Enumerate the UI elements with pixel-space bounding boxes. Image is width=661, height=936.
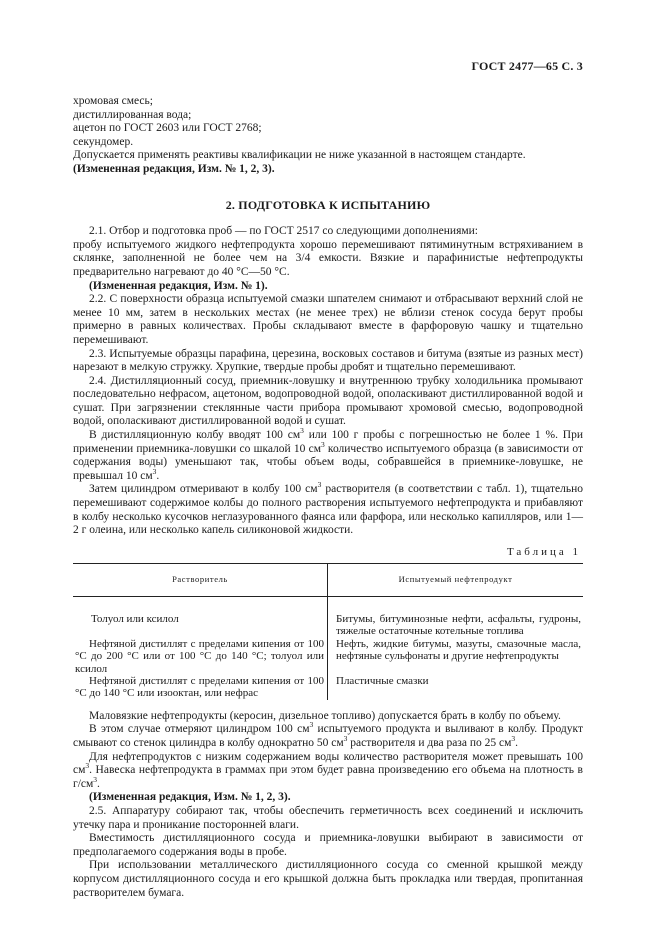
page-header: ГОСТ 2477—65 С. 3 (471, 59, 583, 73)
reagent-item: секундомер. (73, 135, 134, 148)
reagent-item: ацетон по ГОСТ 2603 или ГОСТ 2768; (73, 122, 262, 135)
paragraph-2-3: 2.3. Испытуемые образцы парафина, церезина, восковых составов и битума (взятые из разных мест) нарезают в мелкую стружку. Хрупкие, твердые пробы дробят и тщательно перемешивают. (73, 347, 583, 374)
reagent-note: Допускается применять реактивы квалификации не ниже указанной в настоящем стандарте. (73, 149, 526, 162)
paragraph-2-2: 2.2. С поверхности образца испытуемой смазки шпателем снимают и отбрасывают верхний слой не менее 10 мм, затем в нескольких местах (не менее трех) не вблизи стенок сосуда берут пробы примерно в равных количествах. Пробы складывают вместе в фарфоровую чашку и тщательно перемешивают. (73, 293, 583, 346)
paragraph-low-viscosity: Маловязкие нефтепродукты (керосин, дизельное топливо) допускается брать в колбу по объему. (89, 709, 561, 722)
table-header-product: Испытуемый нефтепродукт (328, 564, 584, 597)
reagent-item: дистиллированная вода; (73, 108, 192, 121)
paragraph-low-water: Для нефтепродуктов с низким содержанием воды количество растворителя может превышать 100 $см^3$. Навеска нефтепродукта в граммах при этом будет равна произведению его объема на плотность в $г/см^3$. (73, 750, 583, 790)
paragraph-2-5-gasket: При использовании металлического дистилляционного сосуда со сменной крышкой между корпусом дистилляционного сосуда и его крышкой должна быть прокладка или твердая, пропитанная растворителем бумага. (73, 859, 583, 899)
table-cell-solvent: Нефтяной дистиллят с пределами кипения от 100 °С до 200 °С или от 100 °С до 140 °С; толуол или ксилол (73, 638, 328, 675)
reagent-item: хромовая смесь; (73, 95, 153, 107)
section-title: 2. ПОДГОТОВКА К ИСПЫТАНИЮ (225, 197, 431, 212)
paragraph-2-5: 2.5. Аппаратуру собирают так, чтобы обеспечить герметичность всех соединений и исключить утечку пара и проникание посторонней влаги. (73, 805, 583, 831)
table-row (73, 638, 583, 675)
table-caption: Таблица 1 (506, 545, 581, 558)
table-row (73, 675, 583, 700)
edit-note: (Измененная редакция, Изм. № 1, 2, 3). (73, 162, 275, 175)
edit-note: (Измененная редакция, Изм. № 1, 2, 3). (89, 791, 291, 804)
paragraph-2-5-volume: Вместимость дистилляционного сосуда и приемника-ловушки выбирают в зависимости от предполагаемого содержания воды в пробе. (73, 832, 583, 858)
paragraph-2-4-sample: В дистилляционную колбу вводят 100 $см^3$ или 100 г пробы с погрешностью не более 1 %. При применении приемника-ловушки со шкалой 10 $см^3$ количество испытуемого образца (в зависимости от содержания воды) уменьшают так, чтобы объем воды, собравшейся в приемнике-ловушке, не превышал 10 $см^3$. (73, 426, 583, 482)
page-content (73, 95, 583, 900)
table-row (73, 597, 583, 638)
fraction-three-quarters: 3/4 (295, 252, 311, 265)
table-cell-solvent: Нефтяной дистиллят с пределами кипения от 100 °С до 140 °С или изооктан, или нефрас (73, 675, 328, 700)
solvent-table (73, 563, 583, 699)
edit-note: (Измененная редакция, Изм. № 1). (89, 279, 268, 292)
table-cell-product: Битумы, битуминозные нефти, асфальты, гудроны, тяжелые остаточные котельные топлива (336, 613, 581, 638)
paragraph-2-1: 2.1. Отбор и подготовка проб — по ГОСТ 2517 со следующими дополнениями: (89, 225, 479, 238)
table-header-solvent: Растворитель (73, 564, 328, 597)
table-cell-product: Нефть, жидкие битумы, мазуты, смазочные масла, нефтяные сульфонаты и другие нефтепродукты (336, 637, 581, 663)
paragraph-2-1-sample: пробу испытуемого жидкого нефтепродукта хорошо перемешивают пятиминутным встряхиванием в склянке, заполненной не более чем на 3/4 емкости. Вязкие и парафинистые нефтепродукты предварительно нагревают до 40 °С—50 °С. (73, 238, 583, 278)
paragraph-2-4: 2.4. Дистилляционный сосуд, приемник-ловушку и внутреннюю трубку холодильника промывают последовательно нефрасом, ацетоном, водопроводной водой, ополаскивают дистиллированной водой и сушат. При загрязнении стеклянные части прибора промывают хромовой смесью, водопроводной водой, ополаскивают дистиллированной водой и сушат. (73, 374, 583, 428)
paragraph-2-4-solvent: Затем цилиндром отмеривают в колбу 100 $см^3$ растворителя (в соответствии с табл. 1), тщательно перемешивают содержимое колбы до полного растворения испытуемого нефтепродукта и прибавляют в колбу несколько кусочков неглазурованного фаянса или фарфора, или несколько капилляров, или 1—2 г олеина, или несколько капель силиконовой жидкости. (73, 480, 583, 537)
table-cell-solvent: Толуол или ксилол (73, 597, 328, 638)
paragraph-cylinder: В этом случае отмеряют цилиндром 100 $см^3$ испытуемого продукта и выливают в колбу. Продукт смывают со стенок цилиндра в колбу однократно 50 $см^3$ растворителя и два раза по 25 $см^3$. (73, 720, 583, 750)
table-cell-product: Пластичные смазки (336, 675, 429, 688)
